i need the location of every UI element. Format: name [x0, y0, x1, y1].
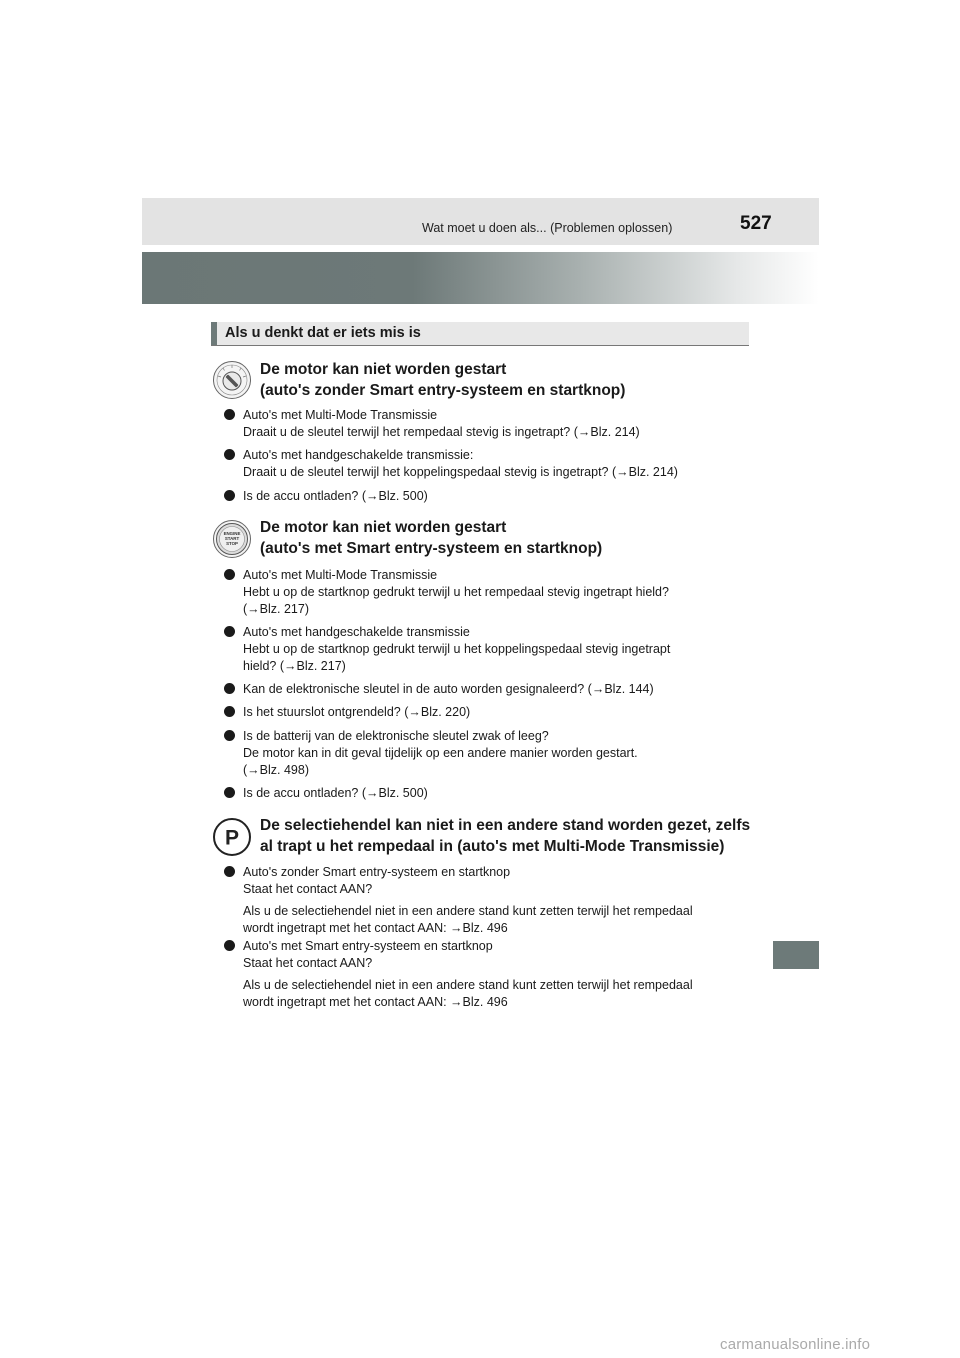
- chapter-side-tab: [773, 941, 819, 969]
- icon-label-engine: ENGINE: [223, 531, 241, 536]
- block2-title: [260, 517, 602, 559]
- list-item: [224, 938, 750, 1011]
- watermark: carmanualsonline.info: [720, 1336, 871, 1353]
- list-item-line: Is de accu ontladen? (→Blz. 500): [243, 489, 428, 503]
- bullet-icon: [224, 683, 235, 694]
- block1-title-line2: (auto's zonder Smart entry-systeem en startknop): [260, 382, 626, 399]
- list-item-line: Staat het contact AAN?: [243, 882, 373, 896]
- section-heading-text: Als u denkt dat er iets mis is: [225, 325, 421, 341]
- list-item-line: Is de batterij van de elektronische sleutel zwak of leeg?: [243, 729, 549, 743]
- list-item: [224, 624, 750, 675]
- bullet-icon: [224, 626, 235, 637]
- icon-label-stop: STOP: [226, 541, 238, 546]
- bullet-icon: [224, 490, 235, 501]
- block3-title: [260, 815, 750, 857]
- park-p-circle-icon: [212, 817, 252, 857]
- list-item-line: Auto's met handgeschakelde transmissie:: [243, 448, 474, 462]
- list-item-line: Auto's met Multi-Mode Transmissie: [243, 568, 438, 582]
- list-item: [224, 864, 750, 937]
- section-heading-accent: [211, 322, 217, 345]
- list-item-line: Hebt u op de startknop gedrukt terwijl u het rempedaal stevig ingetrapt hield?: [243, 585, 669, 599]
- list-item-line: Draait u de sleutel terwijl het koppelingspedaal stevig is ingetrapt? (→Blz. 214): [243, 465, 678, 479]
- list-item-line: Staat het contact AAN?: [243, 956, 373, 970]
- list-item: [224, 785, 750, 802]
- block1-title: [260, 359, 625, 401]
- bullet-icon: [224, 449, 235, 460]
- list-item: [224, 567, 750, 618]
- list-item-line: Hebt u op de startknop gedrukt terwijl u het koppelingspedaal stevig ingetrapt: [243, 642, 671, 656]
- list-item-line: Is het stuurslot ontgrendeld? (→Blz. 220): [243, 705, 471, 719]
- list-item-line: wordt ingetrapt met het contact AAN: →Blz. 496: [243, 995, 508, 1009]
- list-item-line: Auto's met Smart entry-systeem en startknop: [243, 939, 493, 953]
- block2-title-line1: De motor kan niet worden gestart: [260, 519, 507, 536]
- bullet-icon: [224, 787, 235, 798]
- list-item: [224, 728, 750, 779]
- list-item-line: De motor kan in dit geval tijdelijk op een andere manier worden gestart.: [243, 746, 638, 760]
- list-item: [224, 488, 750, 505]
- engine-start-stop-button-icon: [212, 519, 252, 559]
- list-item-line: Kan de elektronische sleutel in de auto worden gesignaleerd? (→Blz. 144): [243, 682, 654, 696]
- bullet-icon: [224, 569, 235, 580]
- list-item-line: Auto's met handgeschakelde transmissie: [243, 625, 470, 639]
- list-item-line: hield? (→Blz. 217): [243, 659, 346, 673]
- bullet-icon: [224, 866, 235, 877]
- bullet-icon: [224, 940, 235, 951]
- list-item: [224, 407, 750, 441]
- list-item-line: Als u de selectiehendel niet in een andere stand kunt zetten terwijl het rempedaal: [243, 978, 693, 992]
- block2-title-line2: (auto's met Smart entry-systeem en startknop): [260, 540, 603, 557]
- list-item-line: Draait u de sleutel terwijl het rempedaal stevig is ingetrapt? (→Blz. 214): [243, 425, 640, 439]
- list-item-line: (→Blz. 498): [243, 763, 309, 777]
- icon-letter-p: P: [224, 826, 240, 850]
- ignition-key-cylinder-icon: [212, 360, 252, 400]
- header-title: Wat moet u doen als... (Problemen oplossen): [422, 221, 673, 235]
- list-item: [224, 681, 750, 698]
- block3-title-line1: De selectiehendel kan niet in een andere stand worden gezet, zelfs: [260, 817, 751, 834]
- bullet-icon: [224, 409, 235, 420]
- list-item-line: Auto's met Multi-Mode Transmissie: [243, 408, 438, 422]
- bullet-icon: [224, 706, 235, 717]
- bullet-icon: [224, 730, 235, 741]
- icon-label-start: START: [224, 536, 240, 541]
- block1-title-line1: De motor kan niet worden gestart: [260, 361, 507, 378]
- section-heading: [211, 322, 749, 346]
- list-item-line: (→Blz. 217): [243, 602, 309, 616]
- chapter-banner: [142, 252, 819, 304]
- list-item: [224, 704, 750, 721]
- list-item-line: Auto's zonder Smart entry-systeem en startknop: [243, 865, 511, 879]
- block3-title-line2: al trapt u het rempedaal in (auto's met Multi-Mode Transmissie): [260, 838, 725, 855]
- page-number: 527: [740, 213, 772, 234]
- list-item: [224, 447, 750, 481]
- list-item-line: Is de accu ontladen? (→Blz. 500): [243, 786, 428, 800]
- list-item-line: Als u de selectiehendel niet in een andere stand kunt zetten terwijl het rempedaal: [243, 904, 693, 918]
- list-item-line: wordt ingetrapt met het contact AAN: →Blz. 496: [243, 921, 508, 935]
